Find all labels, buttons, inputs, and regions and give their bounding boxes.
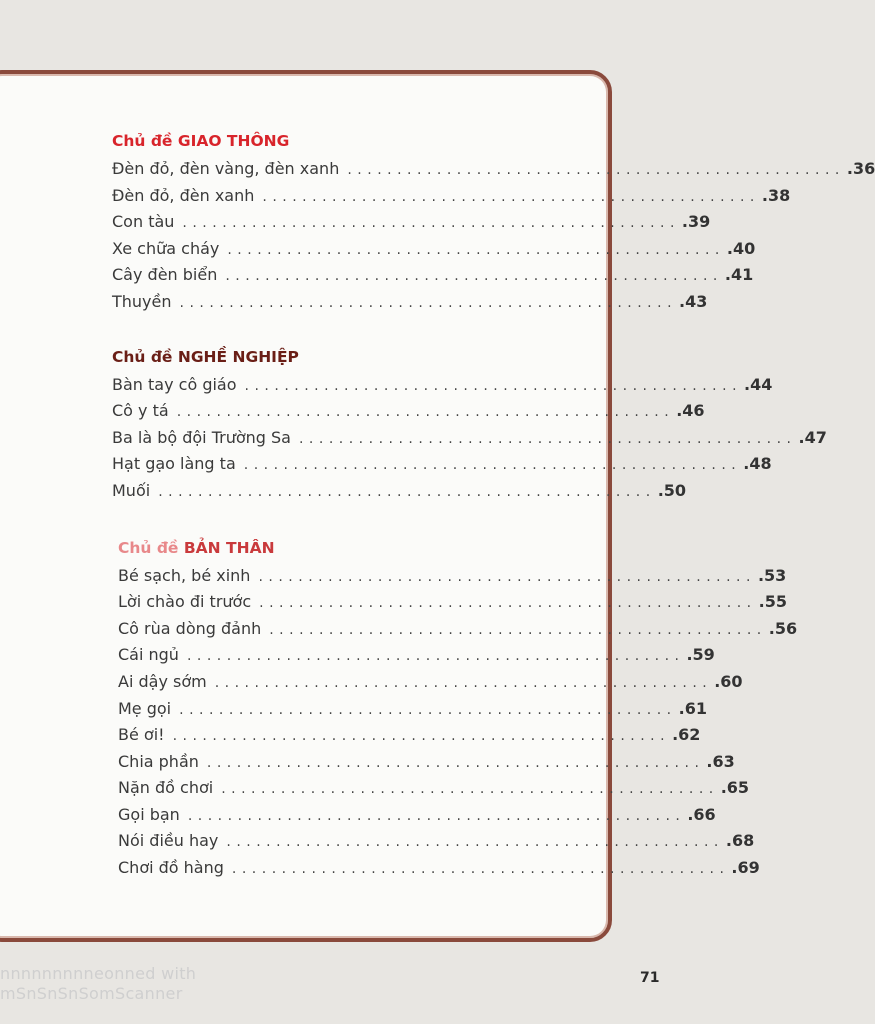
- dot-leader: ..................................................: [244, 377, 743, 394]
- toc-entry[interactable]: [112, 478, 687, 505]
- section-name: GIAO THÔNG: [177, 132, 290, 150]
- dot-leader: ..................................................: [258, 568, 756, 585]
- section-name: BẢN THÂN: [183, 538, 275, 557]
- entry-title: Nặn đồ chơi: [118, 778, 214, 798]
- entry-page: .36: [846, 159, 875, 178]
- entry-title: Ba là bộ đội Trường Sa: [112, 427, 291, 447]
- dot-leader: ..................................................: [186, 648, 685, 665]
- entry-title: Cái ngủ: [118, 645, 179, 665]
- dot-leader: ..................................................: [226, 834, 724, 851]
- dot-leader: ..................................................: [227, 241, 725, 258]
- entry-title: Bé ơi!: [118, 725, 165, 745]
- entry-title: Con tàu: [112, 212, 175, 232]
- toc-entry[interactable]: [112, 398, 705, 425]
- dot-leader: ..................................................: [225, 268, 723, 285]
- entry-page: .44: [744, 374, 773, 394]
- entry-page: .69: [731, 858, 760, 878]
- entry-page: .65: [720, 778, 750, 798]
- entry-page: .38: [761, 185, 791, 205]
- dot-leader: ..................................................: [347, 162, 845, 178]
- toc-entry[interactable]: [118, 642, 715, 669]
- dot-leader: ..................................................: [259, 595, 757, 612]
- dot-leader: ..................................................: [158, 483, 656, 500]
- toc-entry[interactable]: [112, 262, 754, 289]
- watermark-line-2: mSnSnSnSomScanner: [0, 984, 183, 1003]
- entry-page: .56: [768, 618, 798, 638]
- toc-entry[interactable]: [112, 183, 791, 210]
- toc-entry[interactable]: [112, 156, 875, 183]
- toc-entry[interactable]: [118, 563, 787, 590]
- entry-page: .61: [678, 698, 707, 718]
- toc-entry[interactable]: [112, 451, 772, 478]
- dot-leader: ..................................................: [298, 430, 797, 447]
- toc-entry[interactable]: [118, 802, 716, 829]
- entry-page: .62: [672, 725, 701, 745]
- entry-title: Muối: [112, 480, 151, 500]
- dot-leader: ..................................................: [269, 621, 767, 638]
- entry-title: Chia phần: [118, 751, 199, 771]
- entry-title: Nói điều hay: [118, 831, 219, 851]
- toc-entry[interactable]: [118, 589, 787, 616]
- toc-entry[interactable]: [118, 855, 760, 882]
- section-giao-thong: [112, 128, 875, 316]
- entry-title: Cô y tá: [112, 401, 169, 421]
- entry-title: Lời chào đi trước: [118, 592, 252, 612]
- dot-leader: ..................................................: [262, 188, 760, 205]
- toc-entry[interactable]: [118, 775, 750, 802]
- entry-page: .68: [725, 831, 755, 851]
- entry-page: .46: [676, 401, 705, 421]
- toc-entry[interactable]: [112, 236, 756, 263]
- dot-leader: ..................................................: [187, 807, 686, 824]
- entry-page: .66: [687, 804, 716, 824]
- section-title: [112, 344, 520, 370]
- page-number: 71: [640, 970, 660, 986]
- dot-leader: ..................................................: [179, 701, 677, 718]
- toc-entry[interactable]: [118, 828, 755, 855]
- dot-leader: ..................................................: [182, 215, 680, 232]
- entry-page: .40: [726, 238, 756, 258]
- entry-page: .50: [657, 480, 687, 500]
- dot-leader: ..................................................: [172, 728, 671, 745]
- section-name: NGHỀ NGHIỆP: [177, 347, 299, 366]
- entry-title: Gọi bạn: [118, 804, 180, 824]
- entry-title: Xe chữa cháy: [112, 238, 220, 258]
- entry-title: Bàn tay cô giáo: [112, 374, 237, 394]
- section-nghe-nghiep: [112, 344, 827, 505]
- entry-title: Chơi đồ hàng: [118, 858, 224, 878]
- entry-page: .55: [758, 592, 787, 612]
- entry-page: .47: [798, 427, 827, 447]
- dot-leader: ..................................................: [179, 294, 678, 311]
- section-title: [118, 535, 520, 561]
- entry-title: Mẹ gọi: [118, 698, 172, 718]
- dot-leader: ..................................................: [206, 754, 705, 771]
- dot-leader: ..................................................: [243, 457, 742, 474]
- entry-page: .48: [743, 454, 772, 474]
- entry-page: .53: [757, 565, 787, 585]
- section-prefix: Chủ đề: [112, 347, 173, 366]
- section-title: [112, 128, 520, 154]
- entry-title: Hạt gạo làng ta: [112, 454, 236, 474]
- entry-title: Bé sạch, bé xinh: [118, 565, 251, 585]
- toc-entry[interactable]: [112, 372, 773, 399]
- entry-title: Thuyền: [112, 291, 172, 311]
- table-of-contents: [112, 128, 875, 902]
- entry-title: Đèn đỏ, đèn xanh: [112, 185, 255, 205]
- entry-page: .39: [681, 212, 711, 232]
- toc-entry[interactable]: [112, 209, 711, 236]
- dot-leader: ..................................................: [214, 674, 713, 691]
- toc-entry[interactable]: [118, 749, 735, 776]
- toc-entry[interactable]: [118, 616, 798, 643]
- entry-title: Cô rùa dòng đảnh: [118, 618, 262, 638]
- entry-page: .63: [706, 751, 735, 771]
- entry-title: Cây đèn biển: [112, 265, 218, 285]
- toc-entry[interactable]: [118, 722, 701, 749]
- toc-entry[interactable]: [118, 669, 743, 696]
- section-ban-than: [112, 535, 798, 882]
- entry-page: .60: [714, 671, 743, 691]
- section-prefix: Chủ đề: [118, 538, 179, 557]
- entry-title: Đèn đỏ, đèn vàng, đèn xanh: [112, 159, 340, 178]
- toc-entry[interactable]: [118, 696, 707, 723]
- section-prefix: Chủ đề: [112, 132, 173, 150]
- watermark-line-1: nnnnnnnnneonned with: [0, 964, 197, 983]
- scanner-watermark: [0, 964, 196, 1004]
- dot-leader: ..................................................: [176, 404, 675, 421]
- entry-page: .43: [679, 291, 708, 311]
- entry-page: .59: [686, 645, 715, 665]
- dot-leader: ..................................................: [221, 781, 719, 798]
- dot-leader: ..................................................: [231, 861, 730, 878]
- entry-page: .41: [724, 265, 754, 285]
- toc-entry[interactable]: [112, 289, 708, 316]
- entry-title: Ai dậy sớm: [118, 671, 207, 691]
- toc-entry[interactable]: [112, 425, 827, 452]
